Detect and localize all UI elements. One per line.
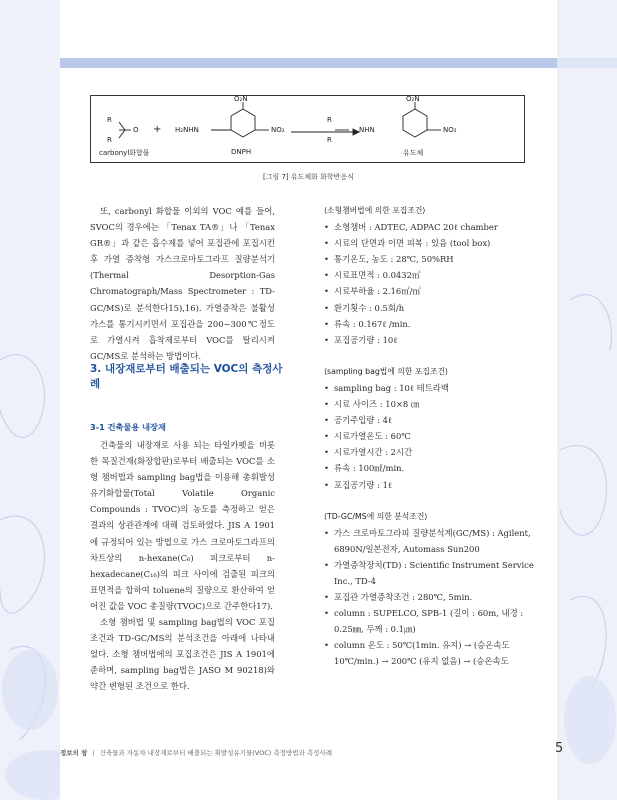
- td-gcms-list: [324, 525, 534, 670]
- list-item: • 통기온도, 농도 : 28℃, 50%RH: [324, 251, 534, 267]
- oxygen-label: O: [133, 126, 139, 134]
- left-column-top: [90, 203, 275, 364]
- list-item: • 환기횟수 : 0.5회/h: [324, 300, 534, 316]
- h2nhn-label: H₂NHN: [175, 126, 199, 134]
- sampling-bag-heading: ⟨sampling bag법에 의한 포집조건⟩: [324, 366, 449, 376]
- figure-caption: [그림 7] 유도체화 화학반응식: [263, 173, 354, 181]
- list-item: • 소형챔버 : ADTEC, ADPAC 20ℓ chamber: [324, 219, 534, 235]
- list-item: • 시료 사이즈 : 10×8 ㎝: [324, 396, 534, 412]
- no2-label: NO₂: [443, 126, 457, 134]
- list-item: • sampling bag : 10ℓ 테트라백: [324, 380, 534, 396]
- paragraph-tvoc: 건축물의 내장재로 사용 되는 타일카펫을 비롯한 목질건재(화장합판)로부터 배출되는 VOC를 소형 챔버법과 sampling bag법을 이용해 총휘발성 유기화합물(Total Volatile Organic Compounds : TVOC)의 농도를 측정하고 얻은 결과의 상관관계에 대해 검토하였다. JIS A 1901에 규정되어 있는 방법으로 가스 크로마토그라프의 차트상의 n-hexane(C₆) 피크로부터 n-hexadecane(C₁₆)의 피크 사이에 검출된 피크의 표면적을 합하여 toluene의 질량으로 환산하여 얻어진 값을 VOC 총질량(TVOC)으로 간주한다17).: [90, 440, 275, 611]
- header-bar-tab: [557, 58, 617, 68]
- o2n-label: O₂N: [406, 95, 420, 103]
- header-bar: [60, 58, 557, 68]
- list-item: • 시료표면적 : 0.0432㎡: [324, 267, 534, 283]
- list-item: • 류속 : 100㎖/min.: [324, 460, 534, 476]
- r-label: R: [107, 136, 112, 144]
- list-item: • 시료가열시간 : 2시간: [324, 444, 534, 460]
- list-item: • 가열증착장치(TD) : Scientific Instrument Service Inc., TD-4: [324, 557, 534, 589]
- r-label: R: [327, 116, 332, 124]
- td-gcms-heading: ⟨TD-GC/MS에 의한 분석조건⟩: [324, 511, 428, 521]
- list-item: • column : SUPELCO, SPB-1 (길이 : 60m, 내경 : 0.25㎜, 두께 : 0.1㎛): [324, 605, 534, 637]
- paragraph-conditions: 소형 챔버법 및 sampling bag법의 VOC 포집조건과 TD-GC/MS의 분석조건을 아래에 나타내었다. 소형 챔버법에의 포집조건은 JIS A 1901에 준하며, sampling bag법은 JASO M 90218)와 약간 변형된 조건으로 한다.: [90, 617, 275, 692]
- carbonyl-compound-label: carbonyl화합물: [99, 149, 150, 157]
- o2n-label: O₂N: [234, 95, 248, 103]
- list-item: • 류속 : 0.167ℓ /min.: [324, 316, 534, 332]
- list-item: • 시료의 단면과 이면 피복 : 있음 (tool box): [324, 235, 534, 251]
- sampling-bag-list: [324, 380, 534, 493]
- no2-label: NO₂: [271, 126, 285, 134]
- r-label: R: [327, 136, 332, 144]
- left-column-bottom: [90, 437, 275, 695]
- list-item: • 포집공기량 : 1ℓ: [324, 477, 534, 493]
- dnph-label: DNPH: [231, 148, 252, 156]
- section-title: 3. 내장재로부터 배출되는 VOC의 측정사례: [90, 363, 283, 390]
- footer-journal-name: 정보의 창: [60, 749, 88, 757]
- subsection-title: 3-1 건축물용 내장재: [90, 422, 166, 432]
- list-item: • 포집관 가열증착조건 : 280℃, 5min.: [324, 589, 534, 605]
- chamber-conditions-heading: ⟨소형챔버법에 의한 포집조건⟩: [324, 206, 426, 215]
- r-label: R: [107, 116, 112, 124]
- plus-sign: +: [153, 124, 162, 135]
- list-item: • 시료부하율 : 2.16㎡/㎥: [324, 283, 534, 299]
- paragraph-svoc: 또, carbonyl 화합물 이외의 VOC 예를 들어, SVOC의 경우에는 「Tenax TA®」나 「Tenax GR®」과 같은 흡수제를 넣어 포집관에 포집시킨 후 가열 증착형 가스크로마토그라프 질량분석기(Thermal Desorption-Gas Chromatograph/Mass Spectrometer : TD-GC/MS)로 분석한다15),16). 가열증착은 불활성 가스를 통기시키면서 포집관을 200~300℃정도로 가열시켜 흡착제로부터 VOC를 탈리시켜 GC/MS로 분석하는 방법이다.: [90, 206, 275, 361]
- nhn-label: NHN: [359, 126, 375, 134]
- list-item: • 공기주입량 : 4ℓ: [324, 412, 534, 428]
- right-column: [324, 203, 534, 670]
- list-item: • column 온도 : 50℃(1min. 유지) → (승온속도 10℃/min.) → 200℃ (유지 없음) → (승온속도: [324, 637, 534, 669]
- list-item: • 시료가열온도 : 60℃: [324, 428, 534, 444]
- list-item: • 가스 크로마토그라피 질량분석계(GC/MS) : Agilent, 6890N/일본전자, Automass Sun200: [324, 525, 534, 557]
- list-item: • 포집공기량 : 10ℓ: [324, 332, 534, 348]
- footer: 정보의 창 | 건축물과 자동차 내장재로부터 배출되는 휘발성유기물(VOC) 측정방법과 측정사례: [60, 749, 332, 757]
- derivative-label: 유도체: [403, 149, 424, 157]
- reaction-figure: [90, 95, 525, 163]
- page-number: 5: [555, 741, 564, 756]
- footer-article-title: 건축물과 자동차 내장재로부터 배출되는 휘발성유기물(VOC) 측정방법과 측정사례: [99, 749, 332, 757]
- chamber-conditions-list: [324, 219, 534, 348]
